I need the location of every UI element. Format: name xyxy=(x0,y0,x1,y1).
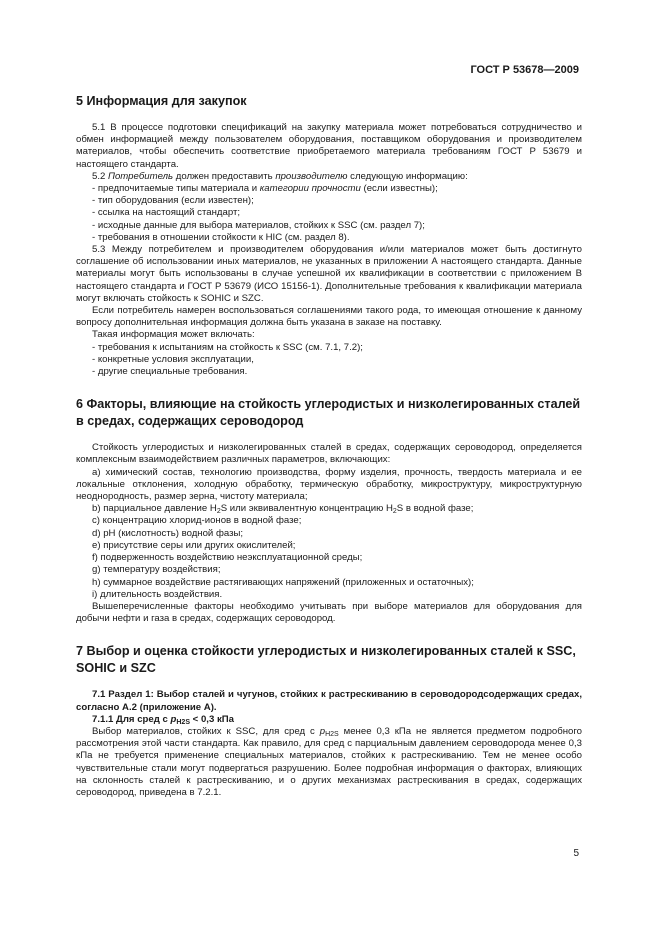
subsection-7-1-heading: 7.1 Раздел 1: Выбор сталей и чугунов, стойких к растрескиванию в сероводородсодержащих средах, согласно А.2 (приложение А). xyxy=(76,689,582,713)
term-manufacturer: производителю xyxy=(275,170,348,182)
list-item: g) температуру воздействия; xyxy=(92,564,221,576)
list-item: i) длительность воздействия. xyxy=(92,588,223,600)
paragraph-5-3: 5.3 Между потребителем и производителем оборудования и/или материалов может быть достигнуто соглашение об использовании иных материалов, не указанных в приложении А настоящего стандарта. Данные материалы могут быть использованы в случае успешной их квалификации в соответствии с приложением В настоящего стандарта и ГОСТ Р 53679 (ИСО 15156-1). Дополнительные требования к квалификации материала могут включать стойкость к SOHIC и SZC. xyxy=(76,244,582,304)
subscript: 2 xyxy=(216,508,221,516)
text-fragment: (если известны); xyxy=(363,183,438,195)
section-7-body xyxy=(76,689,582,799)
paragraph-5-2 xyxy=(76,171,582,183)
list-item: h) суммарное воздействие растягивающих напряжений (приложенных и остаточных); xyxy=(92,576,474,588)
list-item: а) химический состав, технологию производства, форму изделия, прочность, твердость материала и ее локальные отклонения, холодную обработку, термическую обработку, микроструктуру, микроструктурную неоднородность, размер зерна, чистоту материала; xyxy=(76,466,582,503)
section-7-heading: 7 Выбор и оценка стойкости углеродистых и низколегированных сталей к SSC, SOHIC и SZC xyxy=(76,644,576,676)
text-fragment: должен предоставить xyxy=(175,170,273,182)
list-item xyxy=(76,503,582,515)
list-item: - тип оборудования (если известен); xyxy=(92,195,254,207)
paragraph xyxy=(76,726,582,799)
paragraph: Вышеперечисленные факторы необходимо учитывать при выборе материалов для оборудования для добычи нефти и газа в средах, содержащих сероводород. xyxy=(76,600,582,625)
list-item: - требования к испытаниям на стойкость к SSC (см. 7.1, 7.2); xyxy=(92,341,363,353)
text-fragment: S или эквивалентную концентрацию H xyxy=(220,503,393,515)
text-fragment: - предпочитаемые типы материала и xyxy=(92,183,258,195)
text-fragment: 7.1.1 Для сред с xyxy=(92,713,168,725)
section-6-body xyxy=(76,442,582,625)
list-item: - другие специальные требования. xyxy=(92,366,248,378)
text-fragment: Выбор материалов, стойких к SSC, для сред с xyxy=(92,725,315,737)
text-fragment: менее 0,3 кПа не является предметом подробного рассмотрения этой части стандарта. Как правило, для сред с парциальным давлением сероводорода менее 0,3 кПа не требуется применение специальных материалов, стойких к растрескиванию. Тем не менее особо чувствительные стали могут подвергаться разрушению. Более подробная информация о факторах, влияющих на склонность сталей к растрескиванию, и о других механизмах растрескивания в средах, содержащих сероводород, приведена в 7.2.1. xyxy=(76,725,582,798)
list-item xyxy=(76,183,582,195)
section-5-body xyxy=(76,122,582,378)
text-fragment: b) парциальное давление H xyxy=(92,503,217,515)
paragraph: Стойкость углеродистых и низколегированных сталей в средах, содержащих сероводород, определяется комплексным взаимодействием различных параметров, включающих: xyxy=(76,442,582,466)
section-6-heading: 6 Факторы, влияющие на стойкость углеродистых и низколегированных сталей в средах, содержащих сероводород xyxy=(76,397,581,429)
subscript: 2 xyxy=(392,508,397,516)
list-item: e) присутствие серы или других окислителей; xyxy=(92,539,296,551)
standard-designation: ГОСТ Р 53678—2009 xyxy=(470,64,579,76)
list-item: - требования в отношении стойкости к HIC (см. раздел 8). xyxy=(92,231,350,243)
symbol-p: p xyxy=(319,725,326,737)
subsection-7-1-1-heading xyxy=(76,714,582,726)
subscript: H2S xyxy=(176,718,190,726)
list-item: d) pH (кислотность) водной фазы; xyxy=(92,527,244,539)
paragraph-5-1: 5.1 В процессе подготовки спецификаций на закупку материала может потребоваться сотрудничество и обмен информацией между пользователем оборудования, поставщиком оборудования и производителем материалов, чтобы обеспечить соответствие приобретаемого материала требованиям ГОСТ Р 53679 и настоящего стандарта. xyxy=(76,122,582,170)
page-number: 5 xyxy=(573,848,579,859)
list-item: c) концентрацию хлорид-ионов в водной фазе; xyxy=(92,515,302,527)
term-consumer: Потребитель xyxy=(108,170,174,182)
list-item: - ссылка на настоящий стандарт; xyxy=(92,207,241,219)
term-strength-category: категории прочности xyxy=(259,183,361,195)
list-item: - конкретные условия эксплуатации, xyxy=(92,353,254,365)
list-item: f) подверженность воздействию неэксплуатационной среды; xyxy=(92,552,363,564)
paragraph: Если потребитель намерен воспользоваться соглашениями такого рода, то имеющая отношение к данному вопросу дополнительная информация должна быть указана в заказе на поставку. xyxy=(76,305,582,329)
subscript: H2S xyxy=(325,730,339,738)
paragraph: Такая информация может включать: xyxy=(92,329,255,341)
text-fragment: < 0,3 кПа xyxy=(192,713,234,725)
clause-number: 5.2 xyxy=(92,170,106,182)
section-5-heading: 5 Информация для закупок xyxy=(76,94,247,108)
page-content xyxy=(76,93,582,799)
symbol-p: p xyxy=(170,713,177,725)
text-fragment: следующую информацию: xyxy=(350,170,468,182)
list-item: - исходные данные для выбора материалов, стойких к SSC (см. раздел 7); xyxy=(92,219,425,231)
text-fragment: S в водной фазе; xyxy=(396,503,474,515)
